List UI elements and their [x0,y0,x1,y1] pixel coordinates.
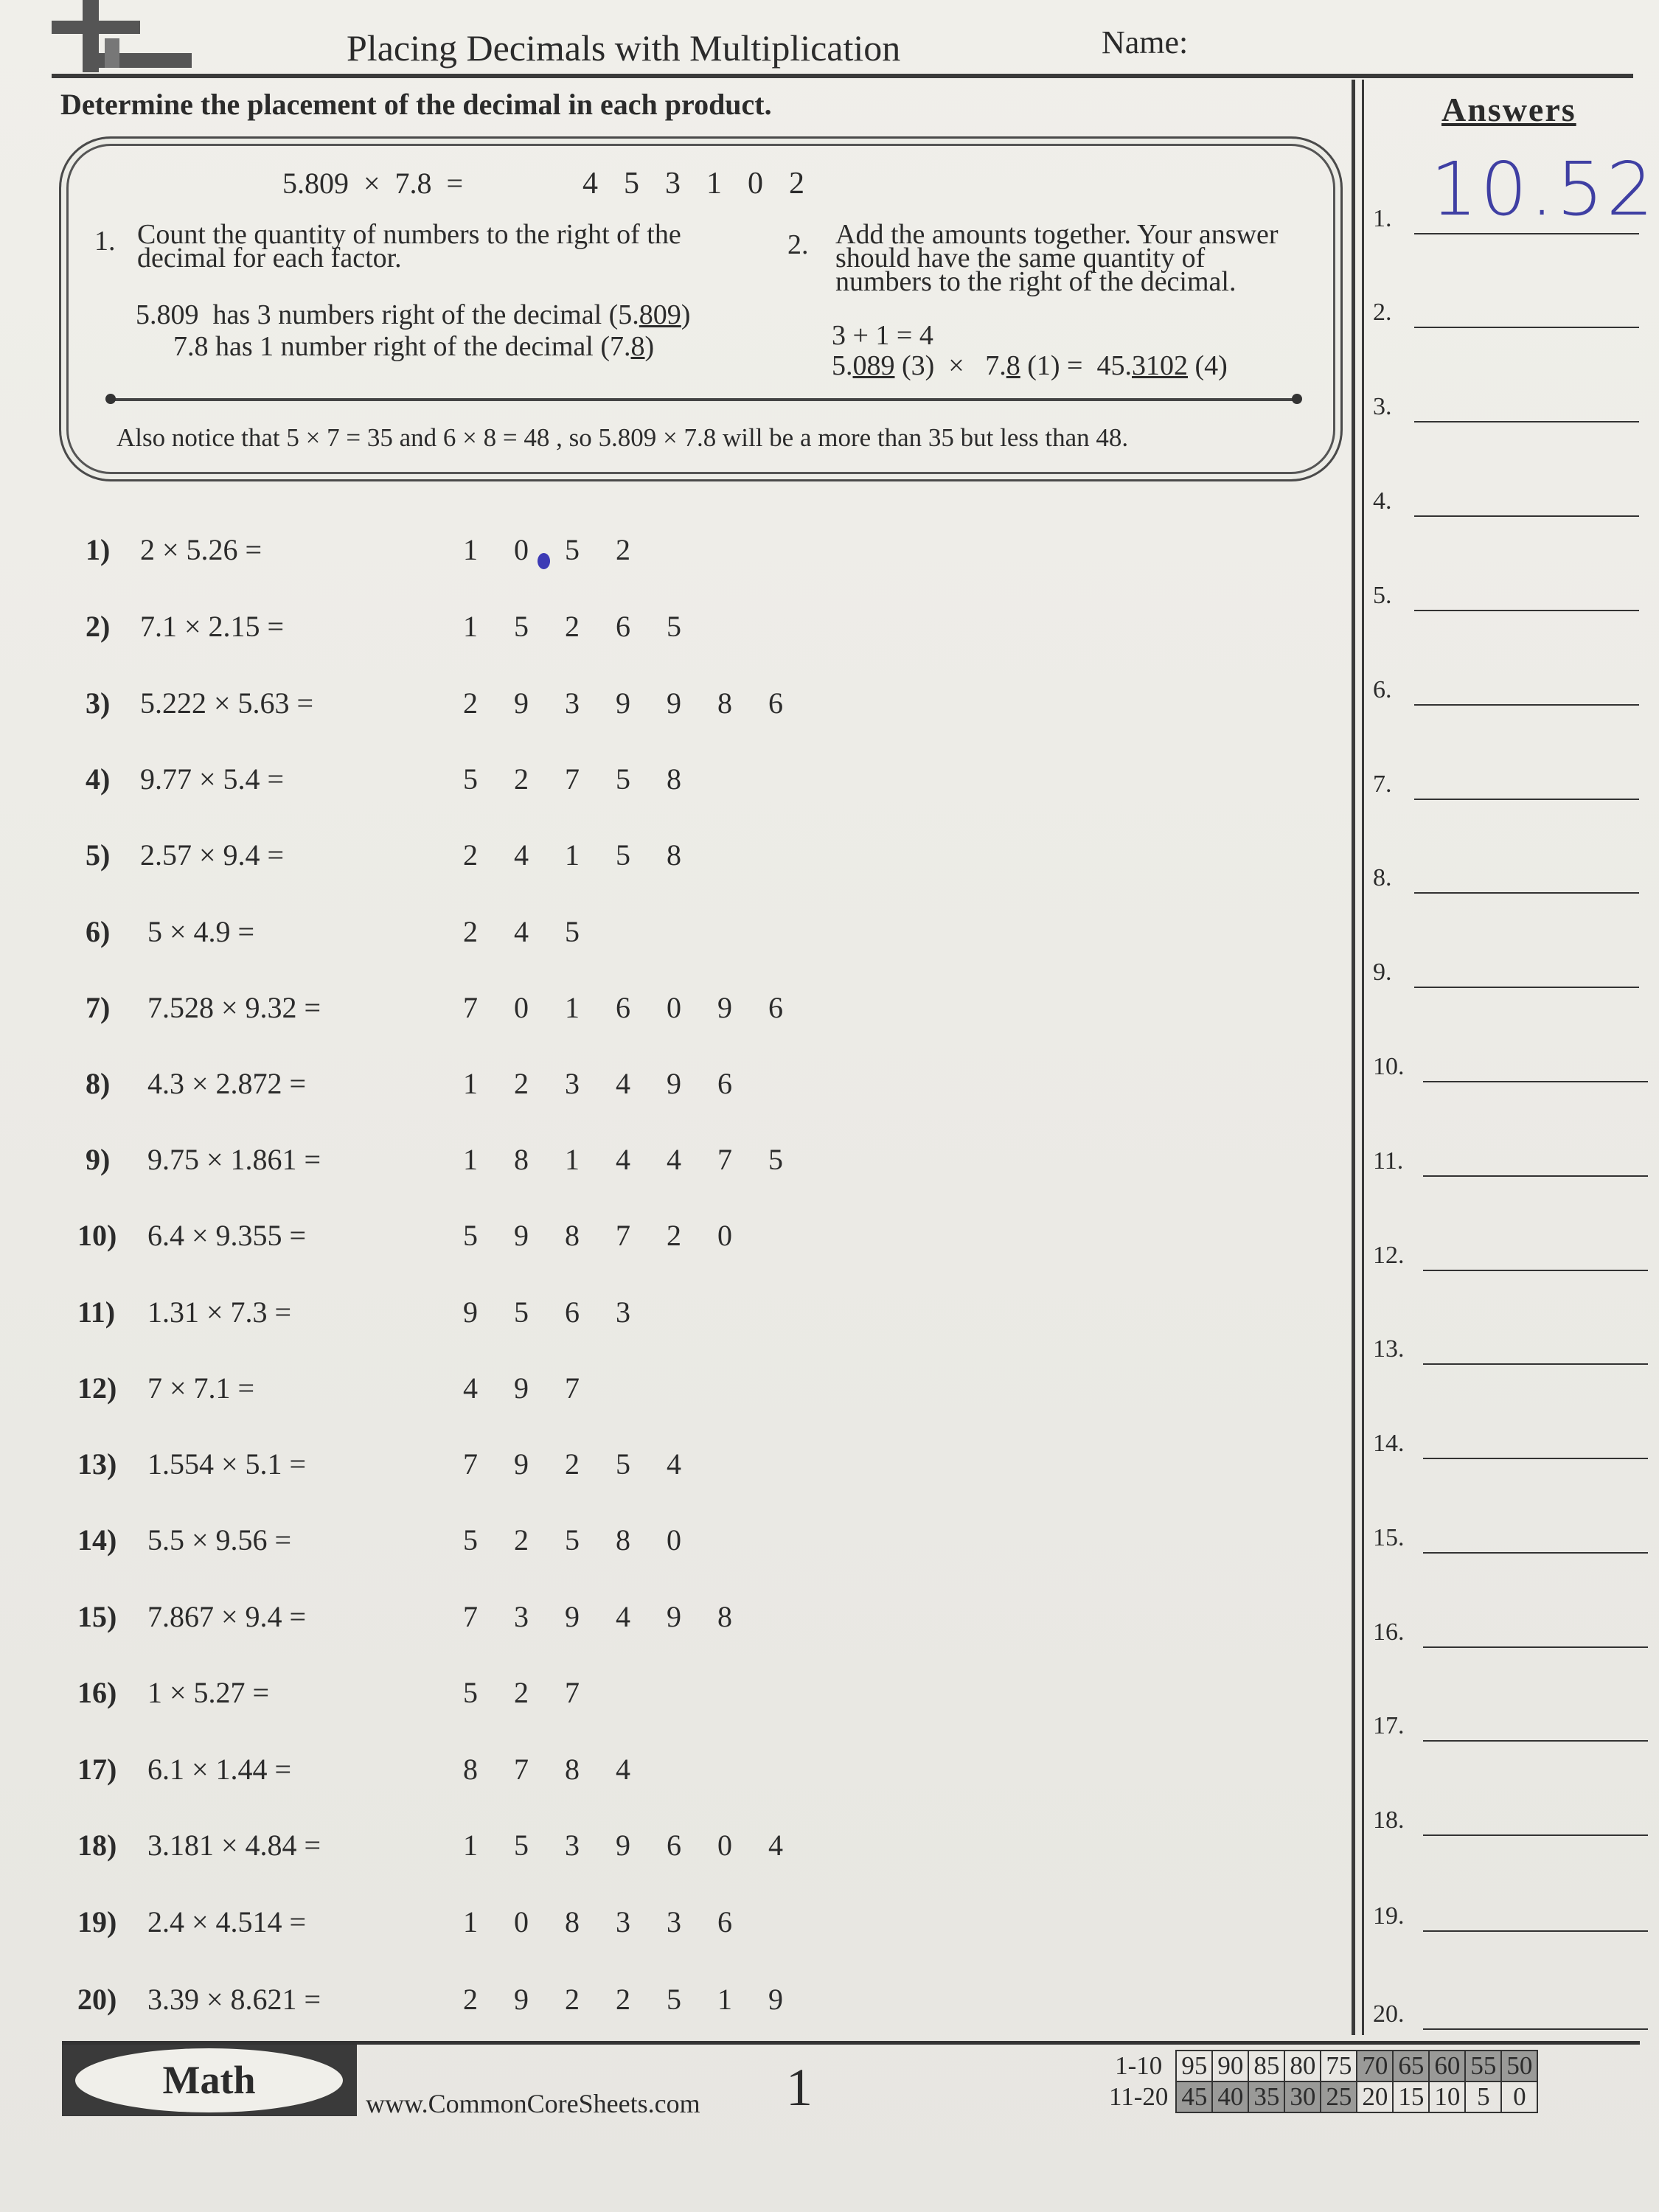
product-digits [463,1142,819,1177]
answer-blank[interactable] [1423,1834,1648,1836]
problem-expression: 2 × 5.26 = [140,533,262,566]
step-2-text: Add the amounts together. Your answer should have the same quantity of numbers to the right of the decimal. [835,219,1279,297]
product-digit: 7 [565,762,580,796]
product-digit: 3 [565,686,580,720]
problem-number: 17) [77,1753,117,1786]
text: 3102 [1132,350,1188,381]
text: 5. [832,350,853,381]
product-digit: 5 [565,1523,580,1557]
problem-expression: 6.4 × 9.355 = [147,1219,307,1252]
answer-label: 7. [1373,771,1392,798]
problem-expression: 9.75 × 1.861 = [147,1143,321,1176]
product-digits [463,1295,667,1329]
score-cell: 50 [1501,2051,1537,2081]
product-digit: 3 [616,1905,630,1938]
product-digit: 9 [514,1371,529,1405]
text: 5.809 has 3 numbers right of the decimal (5. [136,299,639,330]
answer-label: 16. [1373,1618,1405,1646]
answer-label: 17. [1373,1712,1405,1739]
product-digit: 4 [616,1143,630,1176]
product-digit: 0 [514,1905,529,1938]
example-digit: 1 [706,167,722,201]
answer-blank[interactable] [1423,1363,1648,1365]
product-digit: 5 [565,533,580,566]
text: 089 [852,350,895,381]
product-digit: 4 [667,1447,681,1481]
problem-number: 10) [77,1219,117,1252]
product-digit: 8 [514,1143,529,1176]
answer-blank[interactable] [1423,1552,1648,1554]
product-digit: 2 [463,1983,478,2016]
website-link[interactable]: www.CommonCoreSheets.com [366,2089,700,2118]
product-digit: 8 [565,1219,580,1252]
problem-number: 4) [86,762,111,796]
score-cell: 75 [1321,2051,1357,2081]
answer-label: 6. [1373,676,1392,703]
product-digit: 1 [565,1143,580,1176]
product-digit: 5 [616,838,630,872]
answer-label: 9. [1373,959,1392,986]
answer-label: 4. [1373,487,1392,515]
answer-blank[interactable] [1423,1646,1648,1648]
answers-title: Answers [1441,91,1576,128]
problem-expression: 7.1 × 2.15 = [140,610,285,643]
score-cell: 65 [1393,2051,1429,2081]
problem-number: 11) [77,1295,116,1329]
product-digit: 5 [616,762,630,796]
score-cell: 70 [1357,2051,1393,2081]
text: ) [644,331,655,362]
product-digits [463,1675,616,1710]
product-digit: 5 [667,1983,681,2016]
score-cell: 35 [1248,2081,1284,2112]
product-digits [463,1066,768,1101]
product-digit: 5 [616,1447,630,1481]
product-digits [463,1447,717,1481]
product-digit: 9 [667,1067,681,1100]
example-digit: 5 [624,167,639,201]
answer-blank[interactable] [1414,327,1639,328]
score-row [1105,2081,1537,2112]
example-digit: 4 [582,167,598,201]
product-digits [463,1828,819,1863]
product-digit: 9 [565,1600,580,1633]
product-digit: 8 [565,1753,580,1786]
step-2-number: 2. [787,229,809,260]
product-digit: 8 [463,1753,478,1786]
score-cell: 25 [1321,2081,1357,2112]
product-digits [463,532,667,567]
answer-blank[interactable] [1414,610,1639,611]
product-digit: 1 [463,1829,478,1862]
product-digit: 0 [717,1219,732,1252]
product-digit: 0 [667,1523,681,1557]
example-digit: 3 [665,167,681,201]
example-explanation-1 [136,299,690,331]
example-sum: 3 + 1 = 4 [832,320,933,351]
problem-expression: 5.5 × 9.56 = [147,1523,292,1557]
product-digit: 4 [463,1371,478,1405]
score-cell: 60 [1429,2051,1465,2081]
product-digit: 9 [667,686,681,720]
product-digit: 5 [463,762,478,796]
problem-expression: 4.3 × 2.872 = [147,1067,307,1100]
product-digit: 7 [514,1753,529,1786]
product-digit: 9 [667,1600,681,1633]
score-range-label: 1-10 [1115,2051,1163,2080]
score-table [1105,2050,1538,2113]
answer-label: 10. [1373,1053,1405,1080]
product-digit: 5 [463,1219,478,1252]
handwritten-answer-1: 10.52 [1430,146,1657,232]
product-digit: 0 [717,1829,732,1862]
problem-expression: 5.222 × 5.63 = [140,686,314,720]
problem-expression: 2.4 × 4.514 = [147,1905,307,1938]
score-cell: 80 [1284,2051,1321,2081]
problem-number: 6) [86,915,111,948]
product-digit: 6 [565,1295,580,1329]
product-digit: 9 [717,991,732,1024]
answer-blank[interactable] [1423,1740,1648,1742]
problem-expression: 7.528 × 9.32 = [147,991,321,1024]
product-digits [463,686,819,720]
product-digit: 6 [667,1829,681,1862]
product-digit: 1 [463,1067,478,1100]
problem-expression: 9.77 × 5.4 = [140,762,285,796]
score-cell: 55 [1465,2051,1501,2081]
text: 809 [639,299,681,330]
text: (3) × 7. [894,350,1006,381]
problem-number: 2) [86,610,111,643]
page-number: 1 [786,2058,813,2117]
score-cell: 5 [1465,2081,1501,2112]
product-digit: 4 [616,1067,630,1100]
product-digit: 7 [616,1219,630,1252]
subject-label: Math [75,2048,343,2112]
product-digit: 3 [616,1295,630,1329]
answer-blank[interactable] [1414,799,1639,800]
product-digit: 0 [667,991,681,1024]
product-digit: 5 [667,610,681,643]
product-digit: 7 [463,991,478,1024]
example-explanation-2 [173,330,654,363]
problem-expression: 1.554 × 5.1 = [147,1447,307,1481]
product-digit: 9 [514,1983,529,2016]
problem-expression: 2.57 × 9.4 = [140,838,285,872]
problem-expression: 7.867 × 9.4 = [147,1600,307,1633]
problem-number: 16) [77,1676,117,1709]
logo-icon [52,0,192,72]
product-digit: 2 [463,686,478,720]
product-digit: 9 [616,1829,630,1862]
product-digit: 6 [768,686,783,720]
example-digit: 2 [789,167,804,201]
product-digit: 9 [463,1295,478,1329]
problem-number: 18) [77,1829,117,1862]
answer-blank[interactable] [1423,2028,1648,2030]
product-digit: 5 [463,1676,478,1709]
answer-label: 8. [1373,864,1392,891]
product-digit: 6 [768,991,783,1024]
product-digit: 2 [514,1523,529,1557]
product-digit: 2 [616,533,630,566]
product-digit: 1 [565,838,580,872]
answer-label: 19. [1373,1902,1405,1930]
product-digit: 8 [667,762,681,796]
product-digit: 5 [514,1829,529,1862]
product-digit: 2 [565,1447,580,1481]
product-digit: 9 [768,1983,783,2016]
answer-blank[interactable] [1414,233,1639,234]
answer-blank[interactable] [1423,1270,1648,1271]
product-digit: 4 [667,1143,681,1176]
product-digit: 6 [616,610,630,643]
product-digits [463,990,819,1025]
answer-label: 14. [1373,1430,1405,1457]
answer-blank[interactable] [1414,421,1639,422]
problem-expression: 3.39 × 8.621 = [147,1983,321,2016]
answer-blank[interactable] [1414,892,1639,894]
product-digit: 1 [463,1905,478,1938]
product-digits [463,1523,717,1557]
answer-label: 20. [1373,2000,1405,2028]
score-cell: 85 [1248,2051,1284,2081]
product-digit: 2 [463,915,478,948]
answer-label: 15. [1373,1524,1405,1551]
product-digit: 9 [514,1447,529,1481]
product-digit: 4 [514,915,529,948]
product-digits [463,1371,616,1405]
product-digit: 5 [514,1295,529,1329]
problem-number: 19) [77,1905,117,1938]
product-digit: 6 [717,1905,732,1938]
answer-label: 5. [1373,582,1392,609]
product-digit: 5 [768,1143,783,1176]
score-cell: 10 [1429,2081,1465,2112]
answer-blank[interactable] [1423,1081,1648,1082]
product-digit: 8 [565,1905,580,1938]
answer-blank[interactable] [1423,1930,1648,1932]
score-cell: 15 [1393,2081,1429,2112]
text: ) [681,299,691,330]
text: (4) [1188,350,1228,381]
product-digits [463,1218,768,1253]
product-digit: 7 [463,1447,478,1481]
product-digits [463,1599,768,1634]
answer-label: 13. [1373,1335,1405,1363]
answer-label: 12. [1373,1242,1405,1269]
product-digit: 2 [616,1983,630,2016]
score-cell: 0 [1501,2081,1537,2112]
name-label: Name: [1102,24,1189,60]
product-digit: 7 [565,1371,580,1405]
product-digit: 3 [565,1829,580,1862]
product-digit: 7 [463,1600,478,1633]
answer-label: 3. [1373,393,1392,420]
text: 7.8 has 1 number right of the decimal (7. [173,331,631,362]
product-digit: 8 [667,838,681,872]
answer-label: 1. [1373,205,1392,232]
product-digit: 3 [667,1905,681,1938]
product-digits [463,609,717,644]
product-digit: 2 [463,838,478,872]
example-note: Also notice that 5 × 7 = 35 and 6 × 8 = 48 , so 5.809 × 7.8 will be a more than 35 but less than 48. [116,423,1129,452]
example-divider [109,398,1298,401]
product-digit: 4 [616,1600,630,1633]
header-rule [52,74,1633,78]
problem-expression: 1.31 × 7.3 = [147,1295,292,1329]
product-digit: 5 [463,1523,478,1557]
product-digit: 4 [768,1829,783,1862]
product-digit: 8 [717,1600,732,1633]
product-digit: 2 [667,1219,681,1252]
product-digit: 2 [514,1676,529,1709]
product-digit: 9 [514,686,529,720]
problem-number: 1) [86,533,111,566]
score-cell: 45 [1176,2081,1212,2112]
example-digit: 0 [748,167,763,201]
text: 8 [630,331,645,362]
product-digit: 2 [565,1983,580,2016]
product-digit: 8 [616,1523,630,1557]
answer-blank[interactable] [1414,704,1639,706]
answer-blank[interactable] [1414,987,1639,988]
product-digits [463,838,717,872]
product-digit: 6 [616,991,630,1024]
text: (1) = 45. [1020,350,1132,381]
product-digit: 0 [514,533,529,566]
score-cell: 20 [1357,2081,1393,2112]
product-digit: 7 [565,1676,580,1709]
problem-number: 14) [77,1523,117,1557]
score-range-label: 11-20 [1109,2082,1169,2111]
problem-number: 15) [77,1600,117,1633]
worksheet-title: Placing Decimals with Multiplication [347,27,901,69]
problem-expression: 3.181 × 4.84 = [147,1829,321,1862]
product-digit: 4 [616,1753,630,1786]
score-cell: 90 [1212,2051,1248,2081]
problem-number: 20) [77,1983,117,2016]
product-digit: 9 [514,1219,529,1252]
product-digits [463,1752,667,1787]
step-1-number: 1. [94,226,116,257]
step-1-text: Count the quantity of numbers to the right of the decimal for each factor. [137,219,681,274]
problem-number: 13) [77,1447,117,1481]
problem-expression: 5 × 4.9 = [147,915,255,948]
score-cell: 40 [1212,2081,1248,2112]
product-digit: 1 [463,610,478,643]
problem-number: 7) [86,991,111,1024]
product-digit: 1 [565,991,580,1024]
product-digit: 2 [565,610,580,643]
answer-column-divider-inner [1362,80,1364,2035]
divider-dot [1292,394,1302,404]
product-digit: 5 [565,915,580,948]
problem-number: 3) [86,686,111,720]
product-digit: 6 [717,1067,732,1100]
answer-label: 18. [1373,1806,1405,1834]
product-digit: 3 [514,1600,529,1633]
product-digit: 7 [717,1143,732,1176]
product-digit: 1 [463,1143,478,1176]
score-cell: 30 [1284,2081,1321,2112]
problem-expression: 6.1 × 1.44 = [147,1753,292,1786]
product-digit: 2 [514,1067,529,1100]
product-digits [463,1905,768,1939]
product-digit: 8 [717,686,732,720]
text: 8 [1006,350,1020,381]
instructions: Determine the placement of the decimal in each product. [60,88,772,121]
product-digits [463,914,616,949]
product-digit: 2 [514,762,529,796]
answer-column-divider [1352,80,1355,2035]
problem-number: 12) [77,1371,117,1405]
answer-blank[interactable] [1423,1175,1648,1177]
answer-label: 2. [1373,299,1392,326]
answer-blank[interactable] [1423,1458,1648,1459]
product-digits [463,1982,819,2017]
divider-dot [105,394,116,404]
problem-number: 8) [86,1067,111,1100]
score-row [1105,2051,1537,2081]
problem-number: 5) [86,838,111,872]
product-digit: 4 [514,838,529,872]
example-digits [582,166,830,201]
product-digit: 9 [616,686,630,720]
product-digit: 1 [717,1983,732,2016]
example-result [832,349,1228,382]
product-digits [463,762,717,796]
product-digit: 1 [463,533,478,566]
product-digit: 0 [514,991,529,1024]
answer-label: 11. [1373,1147,1404,1175]
score-cell: 95 [1176,2051,1212,2081]
product-digit: 5 [514,610,529,643]
problem-expression: 7 × 7.1 = [147,1371,255,1405]
example-equation: 5.809 × 7.8 = [282,167,464,200]
handwritten-decimal-point [538,553,550,569]
problem-number: 9) [86,1143,111,1176]
answer-blank[interactable] [1414,515,1639,517]
product-digit: 3 [565,1067,580,1100]
problem-expression: 1 × 5.27 = [147,1676,270,1709]
